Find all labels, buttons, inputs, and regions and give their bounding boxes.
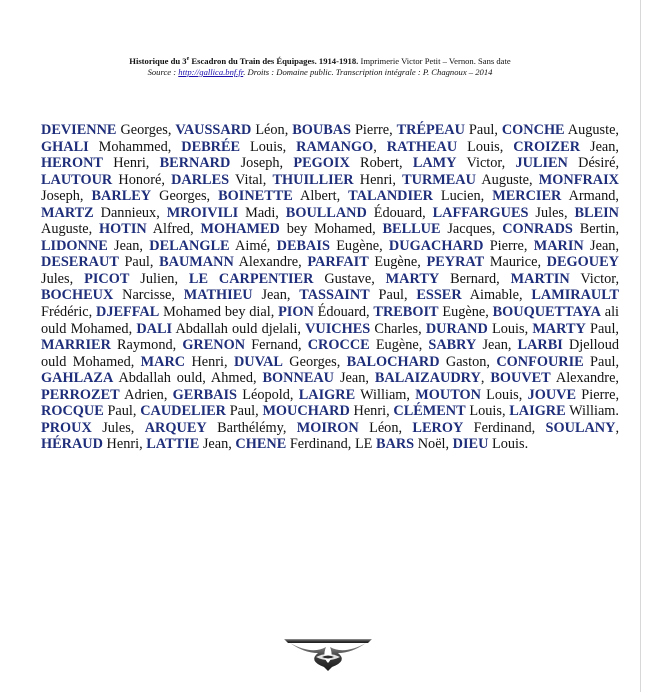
- given-name: Abdallah ould djelali: [175, 320, 298, 337]
- surname: PICOT: [84, 270, 130, 287]
- surname: MOUTON: [415, 386, 481, 403]
- given-name: Joseph: [41, 188, 80, 205]
- surname: BOUQUETTAYA: [492, 304, 601, 321]
- given-name: Robert: [360, 155, 399, 172]
- surname: VAUSSARD: [175, 122, 252, 138]
- given-name: Henri: [191, 353, 225, 370]
- given-name: Alfred: [152, 221, 191, 238]
- header-title-superscript: e: [186, 56, 190, 63]
- given-name: Mohamed bey dial: [163, 304, 271, 321]
- given-name: Noël: [417, 436, 446, 453]
- given-name: Ferdinand: [289, 436, 348, 453]
- given-name: Auguste: [567, 122, 616, 138]
- header-title-line: [0, 56, 640, 67]
- given-name: Pierre: [581, 386, 616, 403]
- surname: LAIGRE: [298, 386, 356, 403]
- given-name: Gustave: [324, 270, 372, 287]
- surname: HERONT: [41, 155, 103, 172]
- given-name: Honoré: [118, 171, 162, 188]
- surname: BALAIZAUDRY: [374, 370, 481, 387]
- given-name: Jean: [261, 287, 287, 304]
- surname: MOHAMED: [200, 221, 280, 238]
- given-name: Auguste: [481, 171, 530, 188]
- surname: DEGOUEY: [546, 254, 619, 271]
- surname: ESSER: [416, 287, 462, 304]
- surname: VUICHES: [305, 320, 371, 337]
- surname: CROCCE: [307, 337, 370, 354]
- source-link[interactable]: http://gallica.bnf.fr: [178, 67, 244, 77]
- surname: MONFRAIX: [538, 171, 619, 188]
- surname: LAUTOUR: [41, 171, 113, 188]
- given-name: Abdallah ould, Ahmed: [118, 370, 253, 387]
- given-name: Louis: [469, 403, 502, 420]
- given-name: Raymond: [117, 337, 173, 354]
- surname: MARIN: [533, 237, 584, 254]
- surname: MROIVILI: [166, 204, 239, 221]
- given-name: Bertin: [579, 221, 616, 238]
- given-name: Eugène: [374, 254, 418, 271]
- surname: DELANGLE: [149, 237, 230, 254]
- surname: MOIRON: [296, 419, 359, 436]
- surname: BALOCHARD: [346, 353, 440, 370]
- given-name: Paul: [590, 353, 616, 370]
- given-name: Frédéric: [41, 304, 89, 321]
- given-name: Auguste: [41, 221, 89, 238]
- given-name: Mohammed: [98, 138, 168, 155]
- given-name: Georges: [159, 188, 207, 205]
- given-name: Joseph: [240, 155, 280, 172]
- given-name: Louis: [491, 320, 525, 337]
- given-name: Jean: [482, 337, 508, 354]
- given-name: Barthélémy: [217, 419, 283, 436]
- surname: DJEFFAL: [96, 304, 160, 321]
- surname: PERROZET: [41, 386, 120, 403]
- given-name: Albert: [300, 188, 337, 205]
- given-name: bey Mohamed: [286, 221, 373, 238]
- surname: PEGOIX: [293, 155, 350, 172]
- surname: DURAND: [425, 320, 488, 337]
- surname: LIDONNE: [41, 237, 108, 254]
- surname: LATTIE: [146, 436, 200, 453]
- surname: CROIZER: [513, 138, 581, 155]
- given-name: Gaston: [445, 353, 487, 370]
- given-name: Maurice: [489, 254, 538, 271]
- given-name: Henri: [353, 403, 387, 420]
- surname: LAIGRE: [509, 403, 566, 420]
- given-name: Aimé: [235, 237, 267, 254]
- given-name: Léon: [369, 419, 399, 436]
- surname: PION: [278, 304, 314, 321]
- surname: MERCIER: [492, 188, 562, 205]
- names-paragraph: DEVIENNE Georges, VAUSSARD Léon, BOUBAS Pierre, TRÉPEAU Paul, CONCHE Auguste, GHALI Mohammed, DEBRÉE Louis, RAMANGO, RATHEAU Louis, CROIZER Jean, HERONT Henri, BERNARD Joseph, PEGOIX Robert, LAMY Victor, JULIEN Désiré, LAUTOUR Honoré, DARLES Vital, THUILLIER Henri, TURMEAU Auguste, MONFRAIX Joseph, BARLEY Georges, BOINETTE Albert, TALANDIER Lucien, MERCIER Armand, MARTZ Dannieux, MROIVILI Madi, BOULLAND Édouard, LAFFARGUES Jules, BLEIN Auguste, HOTIN Alfred, MOHAMED bey Mohamed, BELLUE Jacques, CONRADS Bertin, LIDONNE Jean, DELANGLE Aimé, DEBAIS Eugène, DUGACHARD Pierre, MARIN Jean, DESERAUT Paul, BAUMANN Alexandre, PARFAIT Eugène, PEYRAT Maurice, DEGOUEY Jules, PICOT Julien, LE CARPENTIER Gustave, MARTY Bernard, MARTIN Victor, BOCHEUX Narcisse, MATHIEU Jean, TASSAINT Paul, ESSER Aimable, LAMIRAULT Frédéric, DJEFFAL Mohamed bey dial, PION Édouard, TREBOIT Eugène, BOUQUETTAYA ali ould Mohamed, DALI Abdallah ould djelali, VUICHES Charles, DURAND Louis, MARTY Paul, MARRIER Raymond, GRENON Fernand, CROCCE Eugène, SABRY Jean, LARBI Djelloud ould Mohamed, MARC Henri, DUVAL Georges, BALOCHARD Gaston, CONFOURIE Paul, GAHLAZA Abdallah ould, Ahmed, BONNEAU Jean, BALAIZAUDRY, BOUVET Alexandre, PERROZET Adrien, GERBAIS Léopold, LAIGRE William, MOUTON Louis, JOUVE Pierre, ROCQUE Paul, CAUDELIER Paul, MOUCHARD Henri, CLÉMENT Louis, LAIGRE William. PROUX Jules, ARQUEY Barthélémy, MOIRON Léon, LEROY Ferdinand, SOULANY, HÉRAUD Henri, LATTIE Jean, CHENE Ferdinand, LE BARS Noël, DIEU Louis.: [41, 122, 620, 453]
- header-source-label: Source :: [147, 67, 179, 77]
- surname: JULIEN: [515, 155, 568, 172]
- given-name: Alexandre: [238, 254, 299, 271]
- surname: CLÉMENT: [393, 403, 466, 420]
- given-name: Louis: [486, 386, 519, 403]
- given-name: Jean: [590, 138, 616, 155]
- header-source-line: [0, 67, 640, 78]
- given-name: Dannieux: [100, 204, 157, 221]
- header-title-rest: Escadron du Train des Équipages. 1914-1918.: [189, 56, 359, 66]
- given-name: Georges: [120, 122, 168, 138]
- surname: DEBAIS: [276, 237, 330, 254]
- given-name: Bernard: [450, 270, 497, 287]
- given-name: Adrien: [124, 386, 164, 403]
- surname: MOUCHARD: [262, 403, 350, 420]
- surname: PEYRAT: [426, 254, 485, 271]
- given-name: Eugène: [336, 237, 380, 254]
- surname: ROCQUE: [41, 403, 104, 420]
- given-name: Ferdinand: [473, 419, 532, 436]
- surname: CAUDELIER: [140, 403, 226, 420]
- given-name: Jules: [535, 204, 565, 221]
- surname: GRENON: [182, 337, 246, 354]
- surname: BERNARD: [159, 155, 231, 172]
- surname: BONNEAU: [262, 370, 335, 387]
- header-publisher: Imprimerie Victor Petit – Vernon. Sans date: [358, 56, 511, 66]
- surname: HOTIN: [99, 221, 147, 238]
- surname: BLEIN: [574, 204, 619, 221]
- surname: CHENE: [235, 436, 287, 453]
- given-name: Édouard: [373, 204, 423, 221]
- surname: MATHIEU: [183, 287, 253, 304]
- surname: MARRIER: [41, 337, 111, 354]
- surname: RAMANGO: [296, 138, 374, 155]
- surname: BOUVET: [490, 370, 551, 387]
- given-name: Pierre: [489, 237, 524, 254]
- surname: MARTIN: [510, 270, 570, 287]
- surname: LAFFARGUES: [432, 204, 529, 221]
- given-name: Jean: [590, 237, 616, 254]
- surname: MARTY: [532, 320, 586, 337]
- given-name: ali ould Mohamed: [41, 304, 620, 337]
- given-name: Désiré: [578, 155, 616, 172]
- given-name: Louis: [250, 138, 283, 155]
- given-name: Jean: [339, 370, 366, 387]
- surname: TURMEAU: [402, 171, 476, 188]
- surname: BAUMANN: [159, 254, 234, 271]
- given-name: Léon: [255, 122, 285, 138]
- surname: BOUBAS: [292, 122, 352, 138]
- surname: GERBAIS: [172, 386, 238, 403]
- surname: CONCHE: [501, 122, 565, 138]
- surname: BOCHEUX: [41, 287, 114, 304]
- given-name: Édouard: [317, 304, 367, 321]
- given-name: Jacques: [447, 221, 492, 238]
- page-header: [0, 56, 640, 78]
- surname: DIEU: [452, 436, 489, 453]
- surname: CONRADS: [502, 221, 573, 238]
- surname: LAMY: [412, 155, 457, 172]
- given-name: Louis: [467, 138, 500, 155]
- given-name: Georges: [289, 353, 337, 370]
- surname: CONFOURIE: [496, 353, 584, 370]
- given-name: Julien: [140, 270, 175, 287]
- surname: THUILLIER: [272, 171, 354, 188]
- surname: GHALI: [41, 138, 89, 155]
- given-name: Jean: [114, 237, 140, 254]
- surname: RATHEAU: [386, 138, 458, 155]
- given-name: Djelloud ould Mohamed: [41, 337, 619, 370]
- given-name: Pierre: [354, 122, 390, 138]
- given-name: Henri: [113, 155, 146, 172]
- surname: JOUVE: [527, 386, 577, 403]
- surname: DUVAL: [233, 353, 283, 370]
- given-name: Louis.: [492, 436, 529, 453]
- given-name: Paul: [590, 320, 616, 337]
- given-name: Madi: [245, 204, 276, 221]
- surname: SABRY: [428, 337, 477, 354]
- given-name: Vital: [235, 171, 263, 188]
- given-name: Paul: [468, 122, 495, 138]
- surname: LEROY: [412, 419, 464, 436]
- surname: ARQUEY: [144, 419, 207, 436]
- given-name: Paul: [378, 287, 404, 304]
- given-name: Jules: [41, 270, 70, 287]
- given-name: Armand: [568, 188, 616, 205]
- given-name: Eugène: [442, 304, 486, 321]
- given-name: Eugène: [375, 337, 419, 354]
- given-name: Paul: [124, 254, 150, 271]
- surname: BARLEY: [91, 188, 152, 205]
- surname: TASSAINT: [299, 287, 370, 304]
- given-name: William.: [569, 403, 619, 420]
- surname: BOINETTE: [218, 188, 293, 205]
- surname: DEBRÉE: [181, 138, 241, 155]
- surname: PROUX: [41, 419, 92, 436]
- given-name: Lucien: [440, 188, 481, 205]
- surname: GAHLAZA: [41, 370, 114, 387]
- surname: LE BARS: [354, 436, 415, 453]
- given-name: Victor: [466, 155, 502, 172]
- surname: DALI: [136, 320, 173, 337]
- surname: DARLES: [171, 171, 230, 188]
- given-name: Paul: [107, 403, 133, 420]
- given-name: Léopold: [242, 386, 290, 403]
- surname: MARTY: [385, 270, 440, 287]
- surname: LE CARPENTIER: [188, 270, 314, 287]
- header-source-rest: . Droits : Domaine public. Transcription intégrale : P. Chagnoux – 2014: [243, 67, 493, 77]
- given-name: Victor: [580, 270, 616, 287]
- given-name: Fernand: [251, 337, 299, 354]
- given-name: Jules: [102, 419, 131, 436]
- surname: SOULANY: [545, 419, 616, 436]
- surname: TALANDIER: [348, 188, 433, 205]
- header-title-prefix: Historique du 3: [129, 56, 187, 66]
- surname: PARFAIT: [307, 254, 369, 271]
- given-name: Henri: [359, 171, 393, 188]
- surname: TREBOIT: [373, 304, 439, 321]
- given-name: Alexandre: [555, 370, 616, 387]
- given-name: Aimable: [469, 287, 519, 304]
- surname: MARTZ: [41, 204, 94, 221]
- surname: MARC: [140, 353, 186, 370]
- surname: DEVIENNE: [41, 122, 117, 138]
- given-name: Narcisse: [122, 287, 172, 304]
- surname: HÉRAUD: [41, 436, 103, 453]
- given-name: Charles: [374, 320, 419, 337]
- decorative-ornament-icon: [282, 633, 374, 673]
- given-name: Henri: [106, 436, 140, 453]
- given-name: Paul: [229, 403, 256, 420]
- surname: TRÉPEAU: [396, 122, 465, 138]
- surname: BOULLAND: [285, 204, 367, 221]
- surname: DUGACHARD: [388, 237, 484, 254]
- surname: LAMIRAULT: [531, 287, 620, 304]
- surname: DESERAUT: [41, 254, 119, 271]
- surname: LARBI: [517, 337, 563, 354]
- given-name: Jean: [202, 436, 229, 453]
- given-name: William: [360, 386, 407, 403]
- surname: BELLUE: [382, 221, 441, 238]
